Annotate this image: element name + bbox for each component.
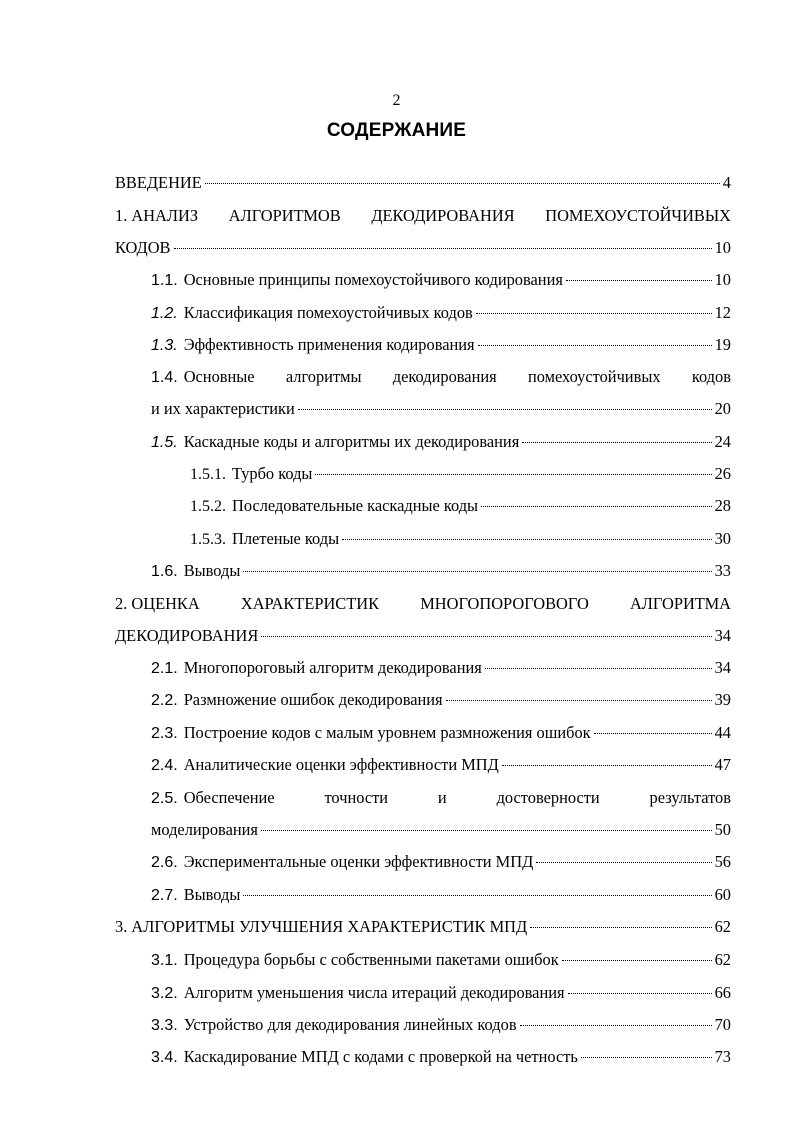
toc-entry-text: Выводы	[183, 885, 241, 904]
dot-leader	[562, 960, 712, 961]
toc-word: ПОМЕХОУСТОЙЧИВЫХ	[545, 206, 731, 225]
toc-page-number: 73	[714, 1047, 731, 1066]
toc-page-number: 56	[714, 852, 731, 871]
toc-entry-1-3[interactable]	[151, 335, 731, 356]
toc-entry-text: Выводы	[183, 561, 241, 580]
dot-leader	[536, 862, 711, 863]
toc-page-number: 62	[714, 950, 731, 969]
toc-word: достоверности	[496, 788, 600, 807]
dot-leader	[481, 506, 712, 507]
section-number: 1.5.1.	[190, 466, 226, 483]
toc-page-number: 60	[714, 885, 731, 904]
toc-page-number: 66	[714, 983, 731, 1002]
toc-entry-text: КОДОВ	[115, 238, 171, 257]
toc-entry-text: Классификация помехоустойчивых кодов	[183, 303, 473, 322]
toc-page-number: 33	[714, 561, 731, 580]
toc-page-number: 30	[714, 529, 731, 548]
section-number: 1.5.	[151, 434, 178, 451]
section-number: 3.3.	[151, 1017, 178, 1034]
toc-page-number: 20	[714, 399, 731, 418]
dot-leader	[476, 313, 712, 314]
section-number: 1.1.	[151, 272, 178, 289]
toc-page-number: 39	[714, 690, 731, 709]
page-title: СОДЕРЖАНИЕ	[326, 120, 467, 141]
toc-page-number: 4	[722, 173, 731, 192]
toc-word: АЛГОРИТМОВ	[228, 206, 341, 225]
toc-entry-text: Основные принципы помехоустойчивого кодирования	[183, 270, 563, 289]
toc-entry-3-2[interactable]	[151, 983, 731, 1004]
section-number: 1.5.3.	[190, 531, 226, 548]
toc-page-number: 50	[714, 820, 731, 839]
toc-entry-text: Процедура борьбы с собственными пакетами ошибок	[183, 950, 559, 969]
toc-entry-2-4[interactable]	[151, 755, 731, 776]
toc-entry-1-4-line1[interactable]	[151, 367, 731, 388]
section-number: 2.6.	[151, 854, 178, 871]
toc-entry-text: Каскадные коды и алгоритмы их декодирования	[183, 432, 520, 451]
toc-entry-3-4[interactable]	[151, 1047, 731, 1068]
toc-word: результатов	[649, 788, 731, 807]
toc-page-number: 70	[714, 1015, 731, 1034]
toc-entry-text: Размножение ошибок декодирования	[183, 690, 443, 709]
toc-entry-ch1-line1[interactable]	[115, 206, 731, 226]
toc-page-number: 34	[714, 626, 731, 645]
toc-page-number: 62	[714, 917, 731, 936]
toc-entry-2-5[interactable]	[151, 820, 731, 840]
dot-leader	[478, 345, 712, 346]
section-number: 1.2.	[151, 305, 178, 322]
toc-entry-1-5-3[interactable]	[190, 529, 731, 550]
toc-entry-2-1[interactable]	[151, 658, 731, 679]
page-number: 2	[392, 92, 401, 109]
dot-leader	[594, 733, 712, 734]
toc-entry-intro[interactable]	[115, 173, 731, 193]
toc-entry-2-3[interactable]	[151, 723, 731, 744]
toc-entry-1-6[interactable]	[151, 561, 731, 582]
section-number: 2.2.	[151, 692, 178, 709]
toc-entry-text: Эффективность применения кодирования	[183, 335, 475, 354]
section-number: 1.6.	[151, 563, 178, 580]
toc-entry-2-6[interactable]	[151, 852, 731, 873]
toc-word: ДЕКОДИРОВАНИЯ	[371, 206, 515, 225]
section-number: 3.4.	[151, 1049, 178, 1066]
section-number: 2.7.	[151, 887, 178, 904]
dot-leader	[581, 1057, 712, 1058]
toc-entry-1-5-1[interactable]	[190, 464, 731, 485]
dot-leader	[315, 474, 711, 475]
toc-entry-text: Устройство для декодирования линейных кодов	[183, 1015, 517, 1034]
toc-entry-ch3[interactable]	[115, 917, 731, 937]
section-number: 1.4.	[151, 369, 178, 386]
toc-word: кодов	[691, 367, 731, 386]
toc-word: алгоритмы	[285, 367, 362, 386]
dot-leader	[568, 993, 712, 994]
toc-entry-ch2-line1[interactable]	[115, 594, 731, 614]
dot-leader	[530, 927, 711, 928]
dot-leader	[243, 895, 711, 896]
dot-leader	[446, 700, 712, 701]
section-number: 2.5.	[151, 790, 178, 807]
toc-entry-text: Каскадирование МПД с кодами с проверкой на четность	[183, 1047, 578, 1066]
toc-entry-3-1[interactable]	[151, 950, 731, 971]
dot-leader	[522, 442, 711, 443]
toc-entry-1-4[interactable]	[151, 399, 731, 419]
toc-entry-3-3[interactable]	[151, 1015, 731, 1036]
dot-leader	[566, 280, 712, 281]
dot-leader	[520, 1025, 712, 1026]
section-number: 2.3.	[151, 725, 178, 742]
section-number: 3.2.	[151, 985, 178, 1002]
toc-entry-text: Аналитические оценки эффективности МПД	[183, 755, 499, 774]
toc-word: ХАРАКТЕРИСТИК	[240, 594, 380, 613]
section-number: 1.3.	[151, 337, 178, 354]
toc-entry-text: Многопороговый алгоритм декодирования	[183, 658, 482, 677]
toc-entry-ch1[interactable]	[115, 238, 731, 258]
toc-page-number: 28	[714, 496, 731, 515]
toc-word: 1. АНАЛИЗ	[115, 206, 199, 225]
toc-word: Обеспечение	[183, 788, 275, 807]
dot-leader	[342, 539, 712, 540]
toc-word: и	[437, 788, 447, 807]
toc-entry-2-2[interactable]	[151, 690, 731, 711]
toc-word: МНОГОПОРОГОВОГО	[420, 594, 589, 613]
toc-entry-2-5-line1[interactable]	[151, 788, 731, 809]
toc-entry-text: Экспериментальные оценки эффективности МПД	[183, 852, 534, 871]
toc-entry-text: ВВЕДЕНИЕ	[115, 173, 202, 192]
toc-entry-1-5[interactable]	[151, 432, 731, 453]
toc-page-number: 26	[714, 464, 731, 483]
dot-leader	[205, 183, 720, 184]
dot-leader	[298, 409, 712, 410]
dot-leader	[174, 248, 712, 249]
toc-entry-text: Плетеные коды	[232, 529, 340, 548]
toc-word: 2. ОЦЕНКА	[115, 594, 200, 613]
dot-leader	[502, 765, 712, 766]
toc-page-number: 19	[714, 335, 731, 354]
toc-page-number: 24	[714, 432, 731, 451]
section-number: 2.1.	[151, 660, 178, 677]
toc-entry-text: Турбо коды	[232, 464, 313, 483]
toc-entry-1-1[interactable]	[151, 270, 731, 291]
toc-word: точности	[324, 788, 389, 807]
toc-entry-1-5-2[interactable]	[190, 496, 731, 517]
toc-page-number: 10	[714, 238, 731, 257]
toc-page-number: 34	[714, 658, 731, 677]
toc-entry-text: Последовательные каскадные коды	[232, 496, 479, 515]
dot-leader	[485, 668, 712, 669]
toc-word: декодирования	[392, 367, 497, 386]
toc-page-number: 47	[714, 755, 731, 774]
dot-leader	[243, 571, 711, 572]
toc-entry-2-7[interactable]	[151, 885, 731, 906]
dot-leader	[261, 830, 712, 831]
section-number: 1.5.2.	[190, 498, 226, 515]
toc-entry-text: Алгоритм уменьшения числа итераций декодирования	[183, 983, 565, 1002]
toc-page-number: 12	[714, 303, 731, 322]
toc-entry-text: и их характеристики	[151, 399, 295, 418]
toc-page-number: 44	[714, 723, 731, 742]
section-number: 2.4.	[151, 757, 178, 774]
toc-word: Основные	[183, 367, 255, 386]
toc-entry-text: ДЕКОДИРОВАНИЯ	[115, 626, 259, 645]
toc-word: АЛГОРИТМА	[629, 594, 731, 613]
toc-page-number: 10	[714, 270, 731, 289]
toc-entry-1-2[interactable]	[151, 303, 731, 324]
toc-entry-text: 3. АЛГОРИТМЫ УЛУЧШЕНИЯ ХАРАКТЕРИСТИК МПД	[115, 917, 528, 936]
toc-word: помехоустойчивых	[527, 367, 661, 386]
dot-leader	[261, 636, 711, 637]
section-number: 3.1.	[151, 952, 178, 969]
toc-entry-text: Построение кодов с малым уровнем размножения ошибок	[183, 723, 591, 742]
toc-entry-text: моделирования	[151, 820, 258, 839]
toc-entry-ch2[interactable]	[115, 626, 731, 646]
